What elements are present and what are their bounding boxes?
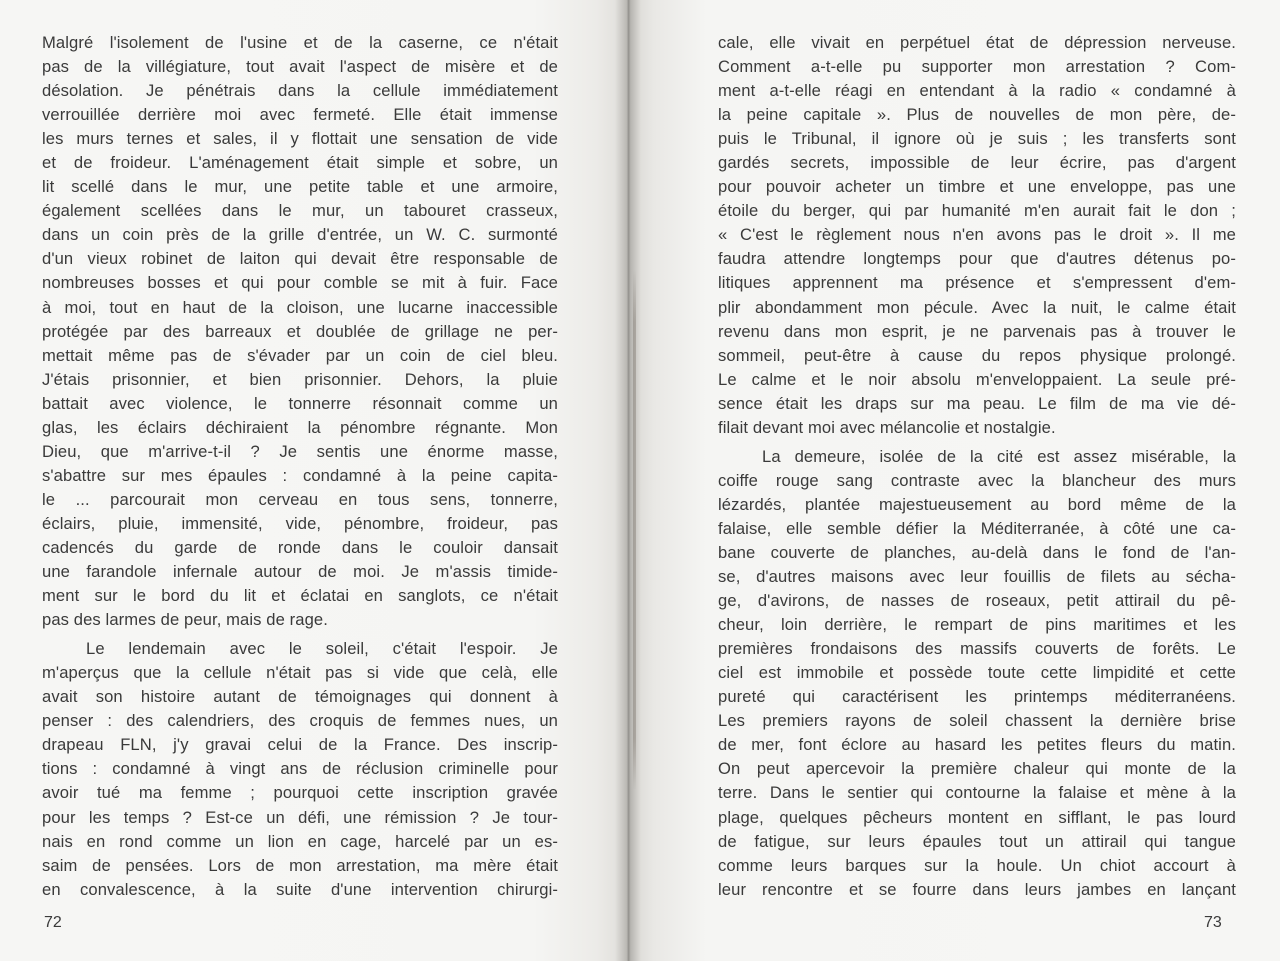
text-line: protégée par des barreaux et doublée de grillage ne per- bbox=[42, 321, 558, 341]
text-line: Malgré l'isolement de l'usine et de la caserne, ce n'était bbox=[42, 33, 558, 52]
text-line: nombreuses bosses et qui pour comble se mit à fuir. Face bbox=[42, 273, 558, 293]
text-line: pas des larmes de peur, mais de rage. bbox=[42, 610, 328, 630]
text-line: filait devant moi avec mélancolie et nostalgie. bbox=[718, 417, 1056, 437]
text-line: pour pouvoir acheter un timbre et une enveloppe, pas une bbox=[718, 177, 1236, 197]
text-line: faudra attendre longtemps pour que d'autres détenus po- bbox=[718, 249, 1236, 269]
text-line: en convalescence, à la suite d'une intervention chirurgi- bbox=[42, 879, 558, 899]
text-line: premières frondaisons des massifs couverts de forêts. Le bbox=[718, 639, 1236, 659]
text-line: mettait même pas de s'évader par un coin de ciel bleu. bbox=[42, 345, 558, 365]
text-line: cale, elle vivait en perpétuel état de dépression nerveuse. bbox=[718, 33, 1236, 52]
text-line: m'aperçus que la cellule n'était pas si vide que celà, elle bbox=[42, 663, 558, 683]
text-line: falaise, elle semble défier la Méditerranée, à côté une ca- bbox=[718, 518, 1236, 538]
text-line: saim de pensées. Lors de mon arrestation, ma mère était bbox=[42, 855, 558, 875]
text-line: lézardés, plantée majestueusement au bord même de la bbox=[718, 494, 1236, 514]
paragraph bbox=[42, 31, 558, 632]
text-line: La demeure, isolée de la cité est assez misérable, la bbox=[762, 446, 1236, 466]
text-line: une farandole infernale autour de moi. Je m'assis timide- bbox=[42, 562, 558, 582]
text-line: Les premiers rayons de soleil chassent la dernière brise bbox=[718, 711, 1236, 731]
right-page-number: 73 bbox=[1204, 914, 1222, 931]
left-page-number: 72 bbox=[44, 914, 62, 931]
text-line: plir abondamment mon pécule. Avec la nuit, le calme était bbox=[718, 297, 1236, 317]
text-line: glas, les éclairs déchiraient la pénombre régnante. Mon bbox=[42, 417, 558, 437]
text-line: Dieu, que m'arrive-t-il ? Je sentis une énorme masse, bbox=[42, 441, 558, 461]
text-line: comme leurs barques sur la houle. Un chiot accourt à bbox=[718, 855, 1236, 875]
text-line: leur rencontre et se fourre dans leurs jambes en lançant bbox=[718, 879, 1236, 899]
text-line: de fatigue, sur leurs épaules tout un attirail qui tangue bbox=[718, 831, 1236, 851]
right-page-text bbox=[718, 31, 1236, 902]
text-line: sommeil, peut-être à cause du repos physique prolongé. bbox=[718, 345, 1236, 365]
text-line: ment sur le bord du lit et éclatai en sanglots, ce n'était bbox=[42, 586, 558, 606]
text-line: drapeau FLN, j'y gravai celui de la France. Des inscrip- bbox=[42, 735, 558, 755]
text-line: revenu dans mon esprit, je ne parvenais pas à trouver le bbox=[718, 321, 1236, 341]
paragraph bbox=[42, 637, 558, 902]
text-line: à moi, tout en haut de la cloison, une lucarne inaccessible bbox=[42, 297, 558, 317]
text-line: et de froideur. L'aménagement était simple et sobre, un bbox=[42, 153, 558, 173]
text-line: également scellées dans le mur, un tabouret crasseux, bbox=[42, 201, 558, 221]
text-line: pour les temps ? Est-ce un défi, une rémission ? Je tour- bbox=[42, 807, 558, 827]
text-line: la peine capitale ». Plus de nouvelles de mon père, de- bbox=[718, 105, 1236, 125]
paragraph bbox=[718, 445, 1236, 902]
text-line: J'étais prisonnier, et bien prisonnier. Dehors, la pluie bbox=[42, 369, 558, 389]
text-line: pas de la villégiature, tout avait l'aspect de misère et de bbox=[42, 57, 558, 77]
text-line: avait son histoire autant de témoignages qui donnent à bbox=[42, 687, 558, 707]
text-line: battait avec violence, le tonnerre résonnait comme un bbox=[42, 393, 558, 413]
text-line: terre. Dans le sentier qui contourne la falaise et mène à la bbox=[718, 783, 1236, 803]
text-line: les murs ternes et sales, il y flottait une sensation de vide bbox=[42, 129, 558, 149]
text-line: gardés secrets, impossible de leur écrire, pas d'argent bbox=[718, 153, 1236, 173]
text-line: cadencés du garde de ronde dans le couloir dansait bbox=[42, 537, 558, 557]
text-line: bane couverte de planches, au-delà dans le fond de l'an- bbox=[718, 542, 1236, 562]
text-line: penser : des calendriers, des croquis de femmes nues, un bbox=[42, 711, 558, 731]
text-line: nais en rond comme un lion en cage, harcelé par un es- bbox=[42, 831, 558, 851]
text-line: litiques apprennent ma présence et s'empressent d'em- bbox=[718, 273, 1236, 293]
text-line: plage, quelques pêcheurs montent en sifflant, le pas lourd bbox=[718, 807, 1236, 827]
page-crease bbox=[633, 270, 636, 790]
text-line: éclairs, pluie, immensité, vide, pénombre, froideur, pas bbox=[42, 513, 558, 533]
right-page bbox=[628, 0, 1280, 961]
text-line: s'abattre sur mes épaules : condamné à la peine capita- bbox=[42, 465, 558, 485]
text-line: Le calme et le noir absolu m'enveloppaient. La seule pré- bbox=[718, 369, 1236, 389]
text-line: d'un vieux robinet de laiton qui devait être responsable de bbox=[42, 249, 558, 269]
left-page bbox=[0, 0, 628, 961]
text-line: sence était les draps sur ma peau. Le film de ma vie dé- bbox=[718, 393, 1236, 413]
text-line: étoile du berger, qui par humanité m'en aurait fait le don ; bbox=[718, 201, 1236, 221]
text-line: lit scellé dans le mur, une petite table et une armoire, bbox=[42, 177, 558, 197]
text-line: Le lendemain avec le soleil, c'était l'espoir. Je bbox=[86, 639, 558, 659]
text-line: pureté qui caractérisent les printemps méditerranéens. bbox=[718, 687, 1236, 707]
text-line: ciel est immobile et possède toute cette limpidité et cette bbox=[718, 663, 1236, 683]
text-line: désolation. Je pénétrais dans la cellule immédiatement bbox=[42, 81, 558, 101]
text-line: dans un coin près de la grille d'entrée, un W. C. surmonté bbox=[42, 225, 558, 245]
text-line: On peut apercevoir la première chaleur qui monte de la bbox=[718, 759, 1236, 779]
text-line: verrouillée derrière moi avec fermeté. Elle était immense bbox=[42, 105, 558, 125]
text-line: Comment a-t-elle pu supporter mon arrestation ? Com- bbox=[718, 57, 1236, 77]
text-line: coiffe rouge sang contraste avec la blancheur des murs bbox=[718, 470, 1236, 490]
text-line: se, d'autres maisons avec leur fouillis de filets au sécha- bbox=[718, 567, 1236, 587]
text-line: ge, d'avirons, de nasses de roseaux, petit attirail du pê- bbox=[718, 591, 1236, 611]
text-line: de mer, font éclore au hasard les petites fleurs du matin. bbox=[718, 735, 1236, 755]
text-line: avoir tué ma femme ; pourquoi cette inscription gravée bbox=[42, 783, 558, 803]
left-page-text bbox=[42, 31, 558, 902]
text-line: ment a-t-elle réagi en entendant à la radio « condamné à bbox=[718, 81, 1236, 101]
text-line: tions : condamné à vingt ans de réclusion criminelle pour bbox=[42, 759, 558, 779]
text-line: « C'est le règlement nous n'en avons pas le droit ». Il me bbox=[718, 225, 1236, 245]
text-line: le ... parcourait mon cerveau en tous sens, tonnerre, bbox=[42, 489, 558, 509]
text-line: cheur, loin derrière, le rempart de pins maritimes et les bbox=[718, 615, 1236, 635]
text-line: puis le Tribunal, il ignore où je suis ; les transferts sont bbox=[718, 129, 1236, 149]
paragraph bbox=[718, 31, 1236, 440]
